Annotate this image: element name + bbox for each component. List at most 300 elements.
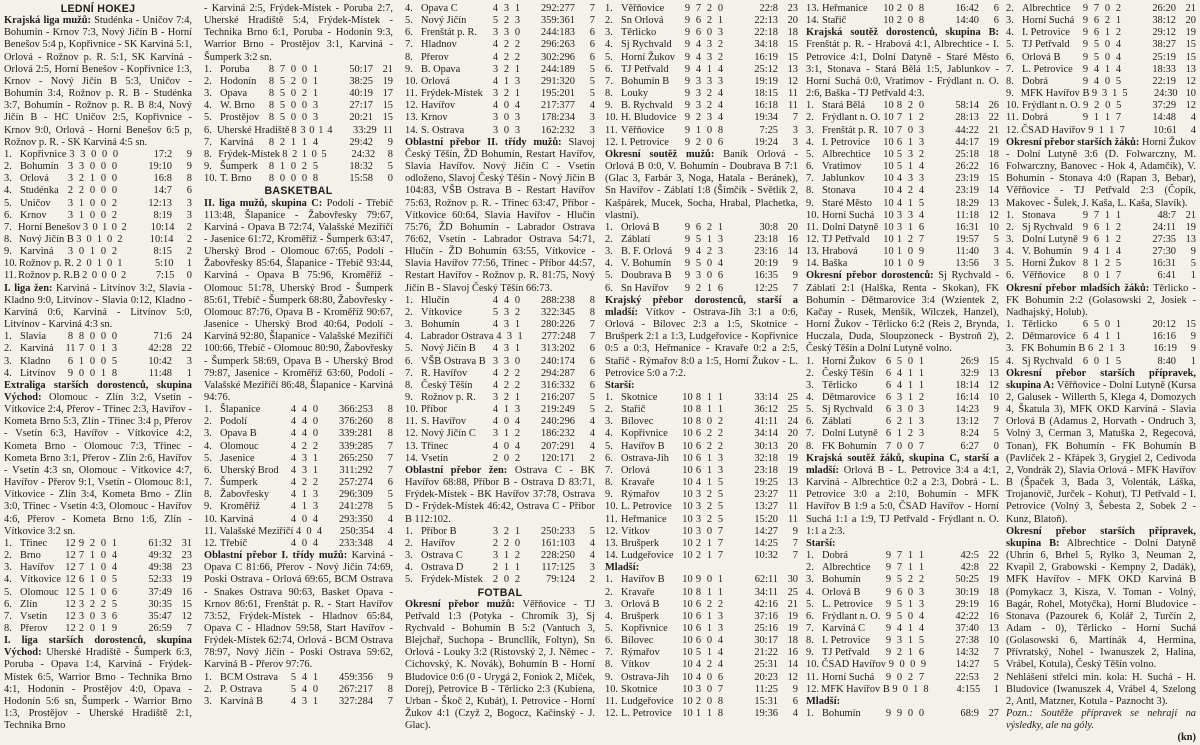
team-cell: Prostějov xyxy=(220,112,260,124)
points-cell: 22 xyxy=(988,562,999,574)
count-cell: 1 xyxy=(706,233,713,245)
points-cell: 21 xyxy=(988,124,999,136)
points-cell: 21 xyxy=(1185,3,1196,14)
count-cell: 2 xyxy=(1104,258,1111,270)
count-cell: 2 xyxy=(907,574,914,586)
table-row xyxy=(204,100,393,112)
team-cell: Havířov xyxy=(421,100,456,112)
team-cell: Šumperk xyxy=(220,477,258,489)
rank-cell: 10. xyxy=(605,112,618,124)
count-cell: 10 xyxy=(883,185,894,197)
score-cell: 296:309 xyxy=(338,489,373,501)
score-cell: 68:9 xyxy=(960,708,979,720)
score-cell: 161:103 xyxy=(540,537,575,549)
table-row xyxy=(806,428,999,440)
count-cell: 1 xyxy=(907,392,914,403)
count-cell: 0 xyxy=(1104,319,1111,331)
count-cell: 2 xyxy=(312,440,319,452)
count-cell: 6 xyxy=(717,282,724,294)
count-cell: 9 xyxy=(1082,75,1089,87)
rank-cell: 3. xyxy=(806,124,814,136)
count-cell: 2 xyxy=(706,88,713,100)
rank-cell: 12. xyxy=(605,525,618,537)
score-cell: 459:356 xyxy=(338,671,373,683)
score-cell: 14:7 xyxy=(153,185,172,197)
competition-name: Okresní přebor mladších žáků: xyxy=(1006,282,1150,294)
count-cell: 1 xyxy=(1115,319,1122,331)
score-cell: 18:29 xyxy=(955,197,979,209)
table-row xyxy=(204,526,393,538)
count-cell: 9 xyxy=(1082,221,1089,233)
score-cell: 20:19 xyxy=(754,258,778,270)
points-cell: 7 xyxy=(792,537,798,549)
count-cell: 10 xyxy=(682,525,693,537)
rank-cell: 1. xyxy=(4,148,12,160)
rank-cell: 7. xyxy=(806,173,814,185)
count-cell: 0 xyxy=(706,136,713,148)
count-cell: 0 xyxy=(100,355,107,367)
rank-cell: 5. xyxy=(4,586,12,598)
team-cell: MFK Havířov B xyxy=(1020,88,1090,100)
count-cell: 10 xyxy=(883,221,894,233)
count-cell: 2 xyxy=(1115,3,1122,14)
points-cell: 20 xyxy=(787,428,798,440)
table-row xyxy=(1006,27,1196,39)
table-row xyxy=(405,404,595,416)
count-cell: 0 xyxy=(100,537,107,549)
team-cell: Český Těšín xyxy=(421,379,473,391)
team-cell: Stařič xyxy=(822,15,847,27)
count-cell: 1 xyxy=(514,63,521,75)
points-cell: 7 xyxy=(186,622,192,634)
count-cell: 6 xyxy=(1093,15,1100,27)
results-paragraph xyxy=(204,3,393,64)
count-cell: 0 xyxy=(907,355,914,367)
team-cell: Hrabová xyxy=(822,246,858,258)
count-cell: 8 xyxy=(282,148,288,160)
count-cell: 2 xyxy=(1094,100,1100,112)
count-cell: 2 xyxy=(717,440,724,452)
table-row xyxy=(4,198,192,210)
count-cell: 0 xyxy=(111,270,117,282)
count-cell: 4 xyxy=(492,51,499,63)
count-cell: 0 xyxy=(514,537,521,549)
rank-cell: 13. xyxy=(605,537,618,549)
table-row xyxy=(806,222,999,234)
team-cell: Hladnov xyxy=(421,39,457,51)
count-cell: 9 xyxy=(885,562,892,574)
match-results: Věřňovice - TJ Petřvald 1:3 (Potyka - Chromík 3), Sj Rychvald - Bohumín B 5:2 (Vantuch 3, Blejchař, Suchopa - Bruncllík, Foltyn), Sn Orlová - Louky 3:2 (Ristovský 2, J. Němec - Cichovský, K. Novák), Bohumín B - Horní Bludovice 0:6 (0 - Urygá 2, Foniok 2, Míček, Dorej), Petrovice B - Těrlicko 2:3 (Kubiena, Urban - Škoč 2, Kubát), I. Petrovice - Horní Žukov 4:1 (Czyž 2, Bogocz, Kačinský - J. Glac). xyxy=(405,598,595,732)
count-cell: 6 xyxy=(918,221,925,233)
count-cell: 2 xyxy=(918,574,925,586)
count-cell: 0 xyxy=(112,148,119,160)
points-cell: 8 xyxy=(186,173,192,185)
standings-table xyxy=(605,392,798,562)
table-row xyxy=(806,587,999,599)
results-paragraph xyxy=(605,295,798,380)
table-row xyxy=(806,198,999,210)
rank-cell: 10. xyxy=(605,501,618,513)
table-row xyxy=(4,538,192,550)
count-cell: 3 xyxy=(896,209,903,221)
score-cell: 322:345 xyxy=(540,306,575,318)
count-cell: 6 xyxy=(1093,27,1100,39)
rank-cell: 13. xyxy=(806,246,819,258)
table-row xyxy=(1006,258,1196,270)
table-row xyxy=(605,100,798,112)
score-cell: 41:11 xyxy=(754,416,778,428)
count-cell: 4 xyxy=(514,100,521,112)
table-row xyxy=(204,672,393,684)
points-cell: 9 xyxy=(792,525,798,537)
team-cell: S. Havířov xyxy=(421,416,467,428)
count-cell: 1 xyxy=(312,63,319,75)
count-cell: 3 xyxy=(706,51,713,63)
count-cell: 10 xyxy=(883,124,894,136)
count-cell: 0 xyxy=(89,161,96,173)
score-cell: 162:232 xyxy=(540,124,575,136)
count-cell: 3 xyxy=(514,404,521,416)
count-cell: 8 xyxy=(268,63,275,75)
count-cell: 6 xyxy=(885,379,892,391)
score-cell: 34:18 xyxy=(754,39,778,51)
count-cell: 6 xyxy=(695,221,702,233)
score-cell: 366:253 xyxy=(338,404,373,416)
table-row xyxy=(4,623,192,635)
points-cell: 20 xyxy=(787,221,798,233)
rank-cell: 9. xyxy=(4,246,12,258)
count-cell: 0 xyxy=(91,148,97,160)
count-cell: 9 xyxy=(684,39,691,51)
count-cell: 4 xyxy=(312,537,319,549)
table-row xyxy=(806,368,999,380)
points-cell: 2 xyxy=(186,221,192,233)
count-cell: 4 xyxy=(316,525,323,537)
table-row xyxy=(605,428,798,440)
score-cell: 27:17 xyxy=(349,100,373,112)
count-cell: 4 xyxy=(1093,63,1100,75)
score-cell: 29:42 xyxy=(349,136,373,148)
count-cell: 2 xyxy=(67,185,74,197)
count-cell: 0 xyxy=(301,513,308,525)
rank-cell: 2. xyxy=(204,683,212,695)
count-cell: 2 xyxy=(907,185,914,197)
count-cell: 0 xyxy=(907,3,914,14)
table-row xyxy=(605,39,798,51)
table-row xyxy=(204,161,393,173)
score-cell: 19:36 xyxy=(754,708,778,720)
count-cell: 3 xyxy=(717,75,724,87)
count-cell: 0 xyxy=(907,258,914,270)
rank-cell: 14. xyxy=(405,124,418,136)
team-cell: I. Petrovice xyxy=(1022,27,1070,39)
team-cell: Baška xyxy=(822,258,848,270)
count-cell: 3 xyxy=(312,489,319,501)
count-cell: 0 xyxy=(89,343,96,355)
table-row xyxy=(405,538,595,550)
score-cell: 20:21 xyxy=(349,112,373,124)
points-cell: 13 xyxy=(988,197,999,209)
team-cell: Orlová xyxy=(20,173,49,185)
rank-cell: 4. xyxy=(405,3,413,14)
score-cell: 42:8 xyxy=(960,562,979,574)
count-cell: 0 xyxy=(706,695,713,707)
table-row xyxy=(1006,52,1196,64)
count-cell: 1 xyxy=(896,233,903,245)
count-cell: 2 xyxy=(111,246,118,258)
count-cell: 10 xyxy=(682,464,693,476)
rank-cell: 5. xyxy=(204,452,212,464)
table-row xyxy=(4,599,192,611)
results-paragraph xyxy=(1006,368,1196,526)
count-cell: 0 xyxy=(309,124,315,136)
score-cell: 11:40 xyxy=(955,246,979,258)
table-row xyxy=(806,246,999,258)
count-cell: 9 xyxy=(918,258,925,270)
score-cell: 10:61 xyxy=(1153,124,1177,136)
count-cell: 2 xyxy=(1115,27,1122,39)
table-row xyxy=(806,125,999,137)
count-cell: 9 xyxy=(896,708,903,720)
match-results: Orlová B - L. Petrovice 3:4 a 4:1, Karviná - Albrechtice 0:2 a 2:3, Dobrá - L. Petrovice 3:0 a 2:10, Bohumín - MFK Havířov B 1:9 a 5:0, ČSAD Havířov - Horní Suchá 1:1 a 1:9, TJ Petřvald - Frýdlant n. O. 1:1 a 2:3. xyxy=(806,464,999,537)
rank-cell: 2. xyxy=(204,416,212,428)
count-cell: 2 xyxy=(695,550,702,562)
count-cell: 1 xyxy=(312,671,319,683)
count-cell: 3 xyxy=(717,233,724,245)
count-cell: 3 xyxy=(67,173,74,185)
count-cell: 10 xyxy=(883,233,894,245)
team-cell: ČSAD Havířov xyxy=(821,659,886,671)
count-cell: 6 xyxy=(695,622,702,634)
count-cell: 2 xyxy=(312,477,319,489)
rank-cell: 5. xyxy=(605,51,613,63)
table-row xyxy=(405,356,595,368)
team-cell: L. Petrovice xyxy=(621,501,672,513)
points-cell: 19 xyxy=(988,574,999,586)
rank-cell: 7. xyxy=(605,464,613,476)
score-cell: 25:12 xyxy=(754,63,778,75)
count-cell: 1 xyxy=(514,3,521,14)
table-row xyxy=(605,246,798,258)
score-cell: 313:202 xyxy=(540,343,575,355)
count-cell: 0 xyxy=(279,173,286,185)
points-cell: 22 xyxy=(181,343,192,355)
team-cell: Litvínov xyxy=(20,367,56,379)
score-cell: 339:281 xyxy=(338,428,373,440)
rank-cell: 8. xyxy=(204,148,212,160)
count-cell: 3 xyxy=(706,75,713,87)
table-row xyxy=(405,64,595,76)
rank-cell: 3. xyxy=(605,598,613,610)
team-cell: Třebíč xyxy=(220,537,248,549)
results-paragraph xyxy=(806,270,999,355)
score-cell: 13:27 xyxy=(754,501,778,513)
team-cell: Frýdek-Místek xyxy=(421,88,483,100)
count-cell: 1 xyxy=(717,404,724,416)
count-cell: 9 xyxy=(111,622,118,634)
team-cell: Rýmařov xyxy=(621,647,660,659)
rank-cell: 5. xyxy=(605,440,613,452)
team-cell: Albrechtice xyxy=(1022,3,1071,14)
count-cell: 9 xyxy=(1091,88,1098,100)
table-row xyxy=(605,514,798,526)
standings-table xyxy=(4,149,192,283)
rank-cell: 5. xyxy=(1006,39,1014,51)
count-cell: 1 xyxy=(907,635,914,647)
table-row xyxy=(605,465,798,477)
rank-cell: 5. xyxy=(204,112,212,124)
table-row xyxy=(204,696,393,708)
count-cell: 9 xyxy=(684,270,691,282)
team-cell: Nový Jičín B xyxy=(18,233,74,245)
results-paragraph xyxy=(4,15,192,149)
count-cell: 5 xyxy=(1122,88,1128,100)
points-cell: 23 xyxy=(787,3,798,14)
count-cell: 1 xyxy=(717,586,724,598)
score-cell: 26:20 xyxy=(1152,3,1176,14)
standings-table xyxy=(204,404,393,550)
score-cell: 6:27 xyxy=(960,440,979,452)
count-cell: 1 xyxy=(89,550,96,562)
table-row xyxy=(806,441,999,453)
count-cell: 6 xyxy=(695,610,702,622)
score-cell: 22:8 xyxy=(759,3,778,14)
count-cell: 2 xyxy=(717,428,724,440)
team-cell: Frýdlant n. O. xyxy=(1021,100,1081,112)
table-row xyxy=(204,441,393,453)
count-cell: 1 xyxy=(706,464,713,476)
count-cell: 1 xyxy=(89,246,96,258)
score-cell: 19:34 xyxy=(754,112,778,124)
score-cell: 7:15 xyxy=(155,270,175,282)
count-cell: 5 xyxy=(492,306,499,318)
results-paragraph xyxy=(405,137,595,295)
score-cell: 14:25 xyxy=(754,537,778,549)
count-cell: 6 xyxy=(717,136,724,148)
count-cell: 2 xyxy=(717,51,724,63)
team-cell: Nový Jičín C xyxy=(421,428,476,440)
table-row xyxy=(605,489,798,501)
count-cell: 1 xyxy=(1104,112,1111,124)
points-cell: 6 xyxy=(589,39,595,51)
count-cell: 9 xyxy=(918,246,925,258)
team-cell: I. Petrovice xyxy=(621,136,669,148)
count-cell: 3 xyxy=(918,173,925,185)
count-cell: 4 xyxy=(717,88,724,100)
count-cell: 12 xyxy=(65,574,76,586)
points-cell: 7 xyxy=(387,464,393,476)
points-cell: 18 xyxy=(988,586,999,598)
table-row xyxy=(605,404,798,416)
table-row xyxy=(806,647,999,659)
count-cell: 0 xyxy=(107,233,113,245)
table-row xyxy=(4,161,192,173)
count-cell: 9 xyxy=(684,221,691,233)
rank-cell: 11. xyxy=(806,671,819,683)
count-cell: 2 xyxy=(82,270,88,282)
count-cell: 0 xyxy=(918,708,925,720)
count-cell: 0 xyxy=(301,63,308,75)
count-cell: 3 xyxy=(695,683,702,695)
table-row xyxy=(605,672,798,684)
rank-cell: 3. xyxy=(806,574,814,586)
table-row xyxy=(605,15,798,27)
count-cell: 5 xyxy=(896,598,903,610)
team-cell: Stará Bělá xyxy=(822,100,865,112)
table-row xyxy=(405,331,595,343)
points-cell: 25 xyxy=(787,404,798,416)
count-cell: 5 xyxy=(312,161,319,173)
standings-table xyxy=(806,3,999,27)
match-results: Studénka - Uničov 7:4, Bohumín - Krnov 7:3, Nový Jičín B - Horní Benešov 5:4 p, Kopřivnice - SK Karviná 5:1, Orlová - Rožnov p. R. 5:1, SK Karviná - Orlová 2:5, Horní Benešov - Kopřivnice 1:3, Krnov - Nový Jičín B 5:3, Uničov - Bohumín 3:4, Rožnov p. R. B - Studénka 3:7, Bohumín - Rožnov p. R. B 8:4, Nový Jičín B - HC Uničov 2:5, Kopřivnice - Krnov 9:0, Orlová - Horní Benešov 6:5 p, Rožnov p. R. - SK Karviná 4:5 sn. xyxy=(4,15,192,148)
table-row xyxy=(806,258,999,270)
table-row xyxy=(1006,246,1196,258)
match-results: Slavoj Český Těšín, ŽD Bohumín, Restart Havířov, Slavia Havířov. Nový Jičín C - Vsetín odloženo, Slavoj Český Těšín - Nový Jičín B 104:83, VŠB Ostrava B - Restart Havířov 75:63, Rožnov p. R. - Třinec 63:47, Příbor - Vítkovice 60:64, Slavia Havířov - Hlučín 75:76, ŽD Bohumín - Labrador Ostrava 76:62, Vsetín - Labrador Ostrava 54:71, Hlučín - ŽD Bohumín 63:55, Vítkovice - Slavia Havířov 77:56, Třinec - Příbor 44:57, Restart Havířov - Rožnov p. R. 81:75, Nový Jičín B - Slavoj Český Těšín 66:73. xyxy=(405,136,595,294)
table-row xyxy=(1006,343,1196,355)
points-cell: 15 xyxy=(1185,51,1196,63)
footnote: Pozn.: Soutěže přípravek se nehrají na výsledky, ale na góly. xyxy=(1006,708,1196,732)
results-paragraph xyxy=(1006,137,1196,210)
count-cell: 0 xyxy=(514,294,521,306)
match-results: - Karviná 2:5, Frýdek-Místek - Poruba 2:7, Uherské Hradiště 5:4, Frýdek-Místek - Technika Brno 6:1, Poruba - Hodonín 9:3, Warrior Brno - Prostějov 3:1, Karviná - Šumperk 3:2 sn. xyxy=(204,3,393,63)
rank-cell: 8. xyxy=(4,622,12,634)
table-row xyxy=(4,356,192,368)
count-cell: 5 xyxy=(1093,51,1100,63)
count-cell: 0 xyxy=(301,100,308,112)
count-cell: 1 xyxy=(907,598,914,610)
table-row xyxy=(605,222,798,234)
table-row xyxy=(806,137,999,149)
count-cell: 1 xyxy=(717,392,724,403)
rank-cell: 2. xyxy=(806,562,814,574)
count-cell: 9 xyxy=(684,27,691,39)
team-cell: Sj Rychvald xyxy=(1022,221,1073,233)
table-row xyxy=(4,173,192,185)
table-row xyxy=(605,708,798,720)
count-cell: 5 xyxy=(695,647,702,659)
count-cell: 8 xyxy=(268,88,275,100)
team-cell: Doubrava B xyxy=(621,270,672,282)
standings-table xyxy=(405,3,595,137)
table-row xyxy=(806,416,999,428)
score-cell: 302:296 xyxy=(540,51,575,63)
team-cell: P. Ostrava xyxy=(220,683,263,695)
points-cell: 5 xyxy=(387,501,393,513)
count-cell: 5 xyxy=(1116,100,1122,112)
team-cell: Nový Jičín xyxy=(421,15,467,27)
rank-cell: 10. xyxy=(806,659,819,671)
points-cell: 3 xyxy=(186,197,192,209)
team-cell: Záblatí xyxy=(822,416,852,428)
count-cell: 7 xyxy=(1119,124,1125,136)
team-cell: Hodonín xyxy=(220,75,257,87)
count-cell: 1 xyxy=(896,258,903,270)
score-cell: 30:19 xyxy=(955,586,979,598)
score-cell: 293:350 xyxy=(338,513,373,525)
score-cell: 79:124 xyxy=(546,574,575,586)
points-cell: 16 xyxy=(988,610,999,622)
count-cell: 2 xyxy=(89,537,96,549)
count-cell: 5 xyxy=(1115,355,1122,367)
team-cell: Kopřivnice xyxy=(621,428,668,440)
points-cell: 16 xyxy=(787,647,798,659)
table-row xyxy=(204,514,393,526)
count-cell: 10 xyxy=(883,246,894,258)
rank-cell: 13. xyxy=(806,3,819,14)
team-cell: T. Brno xyxy=(220,173,252,185)
table-row xyxy=(605,76,798,88)
table-row xyxy=(1006,319,1196,331)
